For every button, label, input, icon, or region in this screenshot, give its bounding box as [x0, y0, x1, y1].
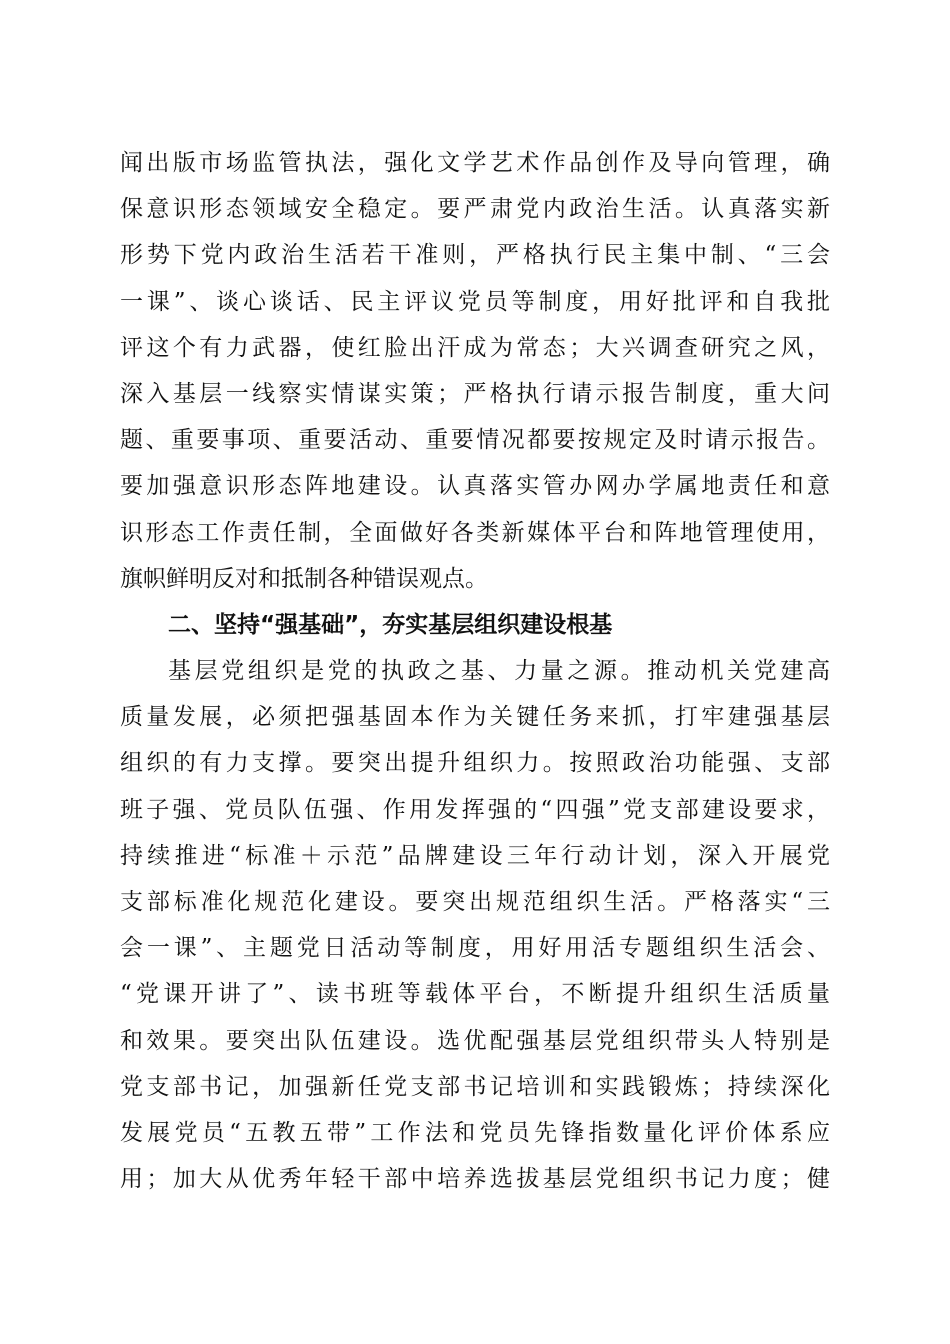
text-line: 组织的有力支撑。要突出提升组织力。按照政治功能强、支部 [120, 750, 830, 777]
text-line: 识形态工作责任制，全面做好各类新媒体平台和阵地管理使用， [120, 519, 830, 546]
text-line: 党支部书记，加强新任党支部书记培训和实践锻炼；持续深化 [120, 1073, 830, 1100]
text-line: 旗帜鲜明反对和抵制各种错误观点。 [120, 565, 488, 592]
text-line: 和效果。要突出队伍建设。选优配强基层党组织带头人特别是 [120, 1027, 830, 1054]
text-line: 用；加大从优秀年轻干部中培养选拔基层党组织书记力度；健 [120, 1166, 830, 1193]
text-line: 保意识形态领域安全稳定。要严肃党内政治生活。认真落实新 [120, 196, 830, 223]
text-line: “党课开讲了”、读书班等载体平台，不断提升组织生活质量 [120, 981, 830, 1008]
section-heading: 二、坚持“强基础”，夯实基层组织建设根基 [168, 611, 613, 638]
text-line: 班子强、党员队伍强、作用发挥强的“四强”党支部建设要求， [120, 796, 830, 823]
text-line: 闻出版市场监管执法，强化文学艺术作品创作及导向管理，确 [120, 150, 830, 176]
text-line: 发展党员“五教五带”工作法和党员先锋指数量化评价体系应 [120, 1119, 830, 1146]
text-line: 深入基层一线察实情谋实策；严格执行请示报告制度，重大问 [120, 380, 830, 407]
text-line: 会一课”、主题党日活动等制度，用好用活专题组织生活会、 [120, 935, 830, 962]
text-line: 形势下党内政治生活若干准则，严格执行民主集中制、“三会 [120, 242, 830, 269]
text-line: 要加强意识形态阵地建设。认真落实管办网办学属地责任和意 [120, 473, 830, 500]
text-line: 支部标准化规范化建设。要突出规范组织生活。严格落实“三 [120, 889, 830, 915]
text-line: 持续推进“标准＋示范”品牌建设三年行动计划，深入开展党 [120, 842, 830, 869]
text-line: 一课”、谈心谈话、民主评议党员等制度，用好批评和自我批 [120, 288, 830, 315]
text-line: 质量发展，必须把强基固本作为关键任务来抓，打牢建强基层 [120, 704, 830, 731]
text-line: 题、重要事项、重要活动、重要情况都要按规定及时请示报告。 [120, 427, 830, 454]
paragraph-first-line: 基层党组织是党的执政之基、力量之源。推动机关党建高 [168, 658, 830, 685]
text-line: 评这个有力武器，使红脸出汗成为常态；大兴调查研究之风， [120, 334, 830, 361]
document-body [120, 140, 830, 1202]
